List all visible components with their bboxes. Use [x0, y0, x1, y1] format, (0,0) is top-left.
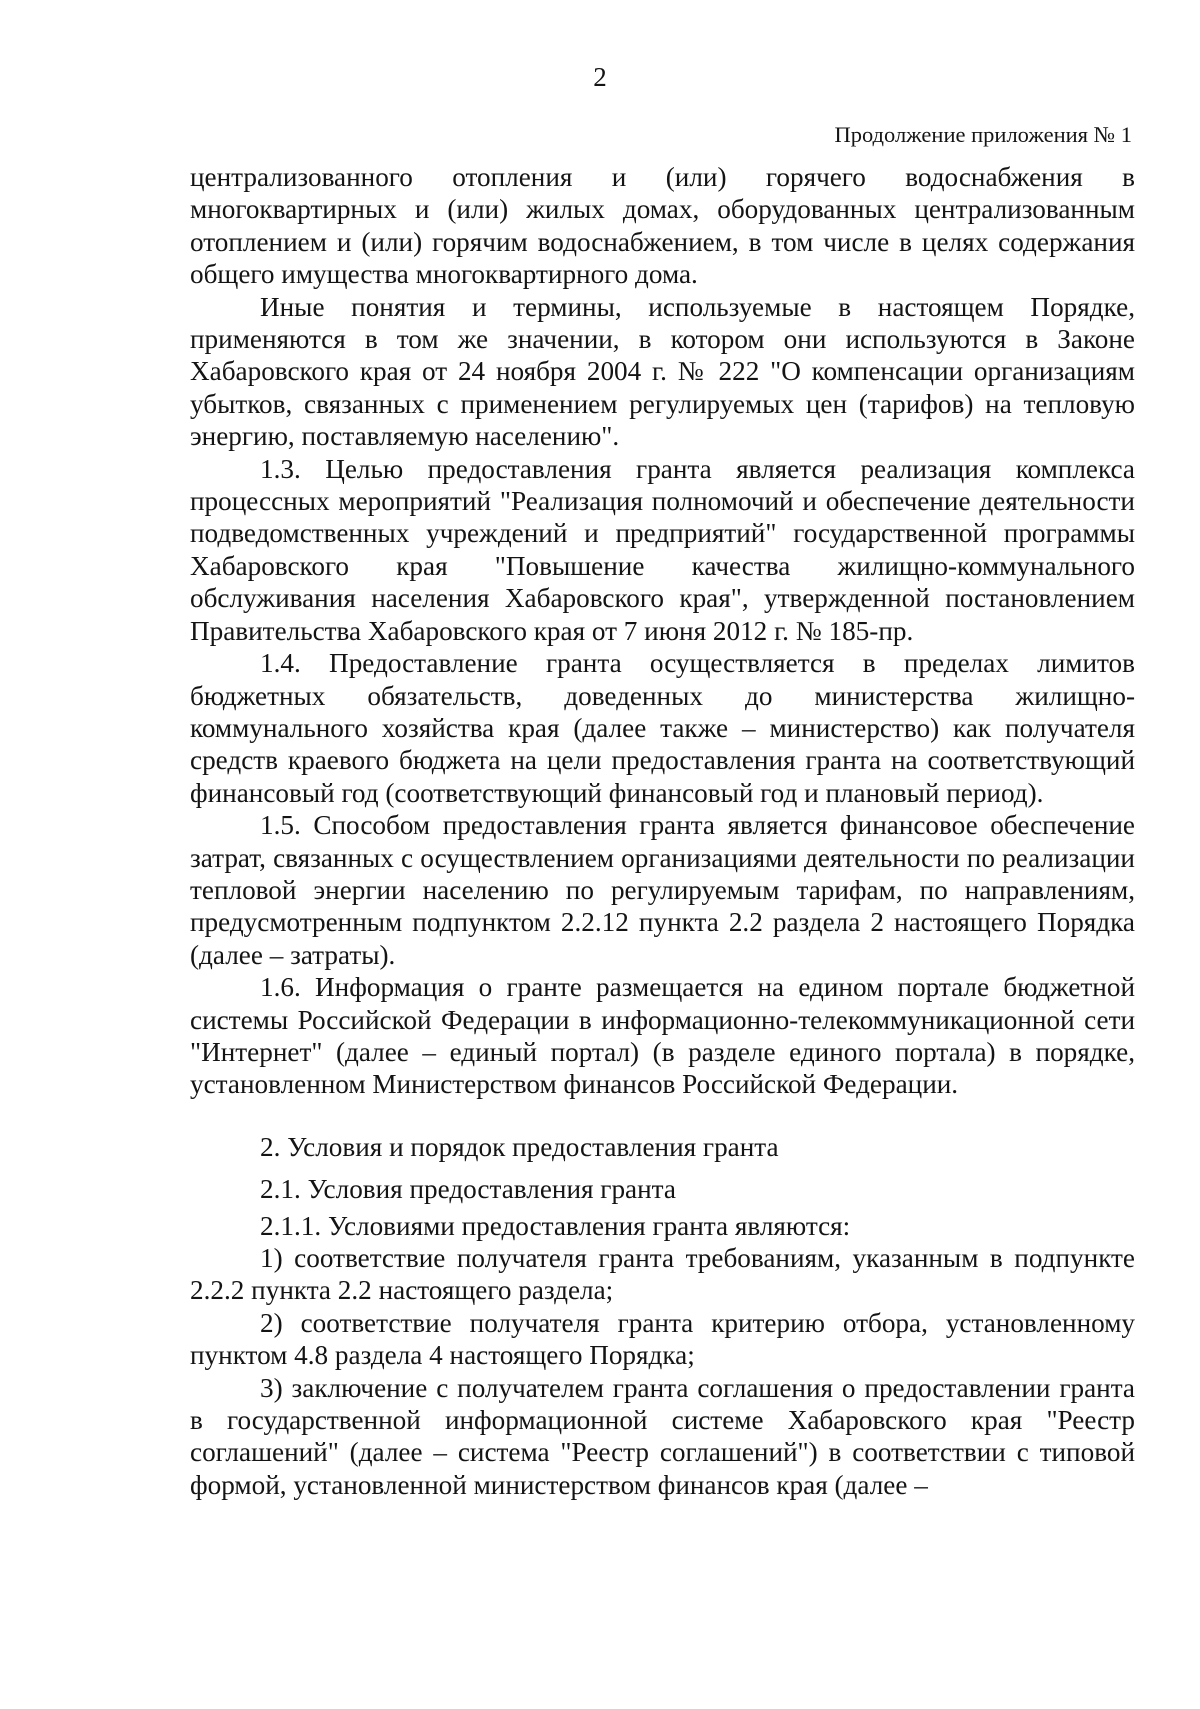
- paragraph-1-5: 1.5. Способом предоставления гранта является финансовое обеспечение затрат, связанных с осуществлением организациями деятельности по реализации тепловой энергии населению по регулируемым тарифам, по направлениям, предусмотренным подпунктом 2.2.12 пункта 2.2 раздела 2 настоящего Порядка (далее – затраты).: [190, 810, 1135, 970]
- paragraph-1-3: 1.3. Целью предоставления гранта является реализация комплекса процессных мероприятий "Реализация полномочий и обеспечение деятельности подведомственных учреждений и предприятий" государственной программы Хабаровского края "Повышение качества жилищно-коммунального обслуживания населения Хабаровского края", утвержденной постановлением Правительства Хабаровского края от 7 июня 2012 г. № 185-пр.: [190, 453, 1135, 646]
- clause-2-1-1: 2.1.1. Условиями предоставления гранта являются:: [260, 1210, 851, 1241]
- running-header: Продолжение приложения № 1: [834, 122, 1132, 147]
- section-2-title: 2. Условия и порядок предоставления гранта: [260, 1131, 779, 1162]
- list-item-2: 2) соответствие получателя гранта критерию отбора, установленному пунктом 4.8 раздела 4 настоящего Порядка;: [190, 1307, 1135, 1371]
- paragraph-continuation: централизованного отопления и (или) горячего водоснабжения в многоквартирных и (или) жилых домах, оборудованных централизованным отоплением и (или) горячим водоснабжением, в том числе в целях содержания общего имущества многоквартирного дома.: [190, 162, 1135, 290]
- paragraph-1-6: 1.6. Информация о гранте размещается на едином портале бюджетной системы Российской Федерации в информационно-телекоммуникационной сети "Интернет" (далее – единый портал) (в разделе единого портала) в порядке, установленном Министерством финансов Российской Федерации.: [190, 972, 1135, 1100]
- page-number: 2: [593, 62, 607, 92]
- paragraph-terms: Иные понятия и термины, используемые в настоящем Порядке, применяются в том же значении, в котором они используются в Законе Хабаровского края от 24 ноября 2004 г. № 222 "О компенсации организациям убытков, связанных с применением регулируемых цен (тарифов) на тепловую энергию, поставляемую населению".: [190, 291, 1135, 452]
- list-item-1: 1) соответствие получателя гранта требованиям, указанным в подпункте 2.2.2 пункта 2.2 настоящего раздела;: [190, 1243, 1135, 1306]
- subsection-2-1-title: 2.1. Условия предоставления гранта: [260, 1174, 676, 1205]
- list-item-3: 3) заключение с получателем гранта соглашения о предоставлении гранта в государственной информационной системе Хабаровского края "Реестр соглашений" (далее – система "Реестр соглашений") в соответствии с типовой формой, установленной министерством финансов края (далее –: [190, 1372, 1135, 1500]
- document-body: [190, 161, 1135, 1501]
- paragraph-1-4: 1.4. Предоставление гранта осуществляется в пределах лимитов бюджетных обязательств, доведенных до министерства жилищно-коммунального хозяйства края (далее также – министерство) как получателя средств краевого бюджета на цели предоставления гранта на соответствующий финансовый год (соответствующий финансовый год и плановый период).: [190, 648, 1135, 808]
